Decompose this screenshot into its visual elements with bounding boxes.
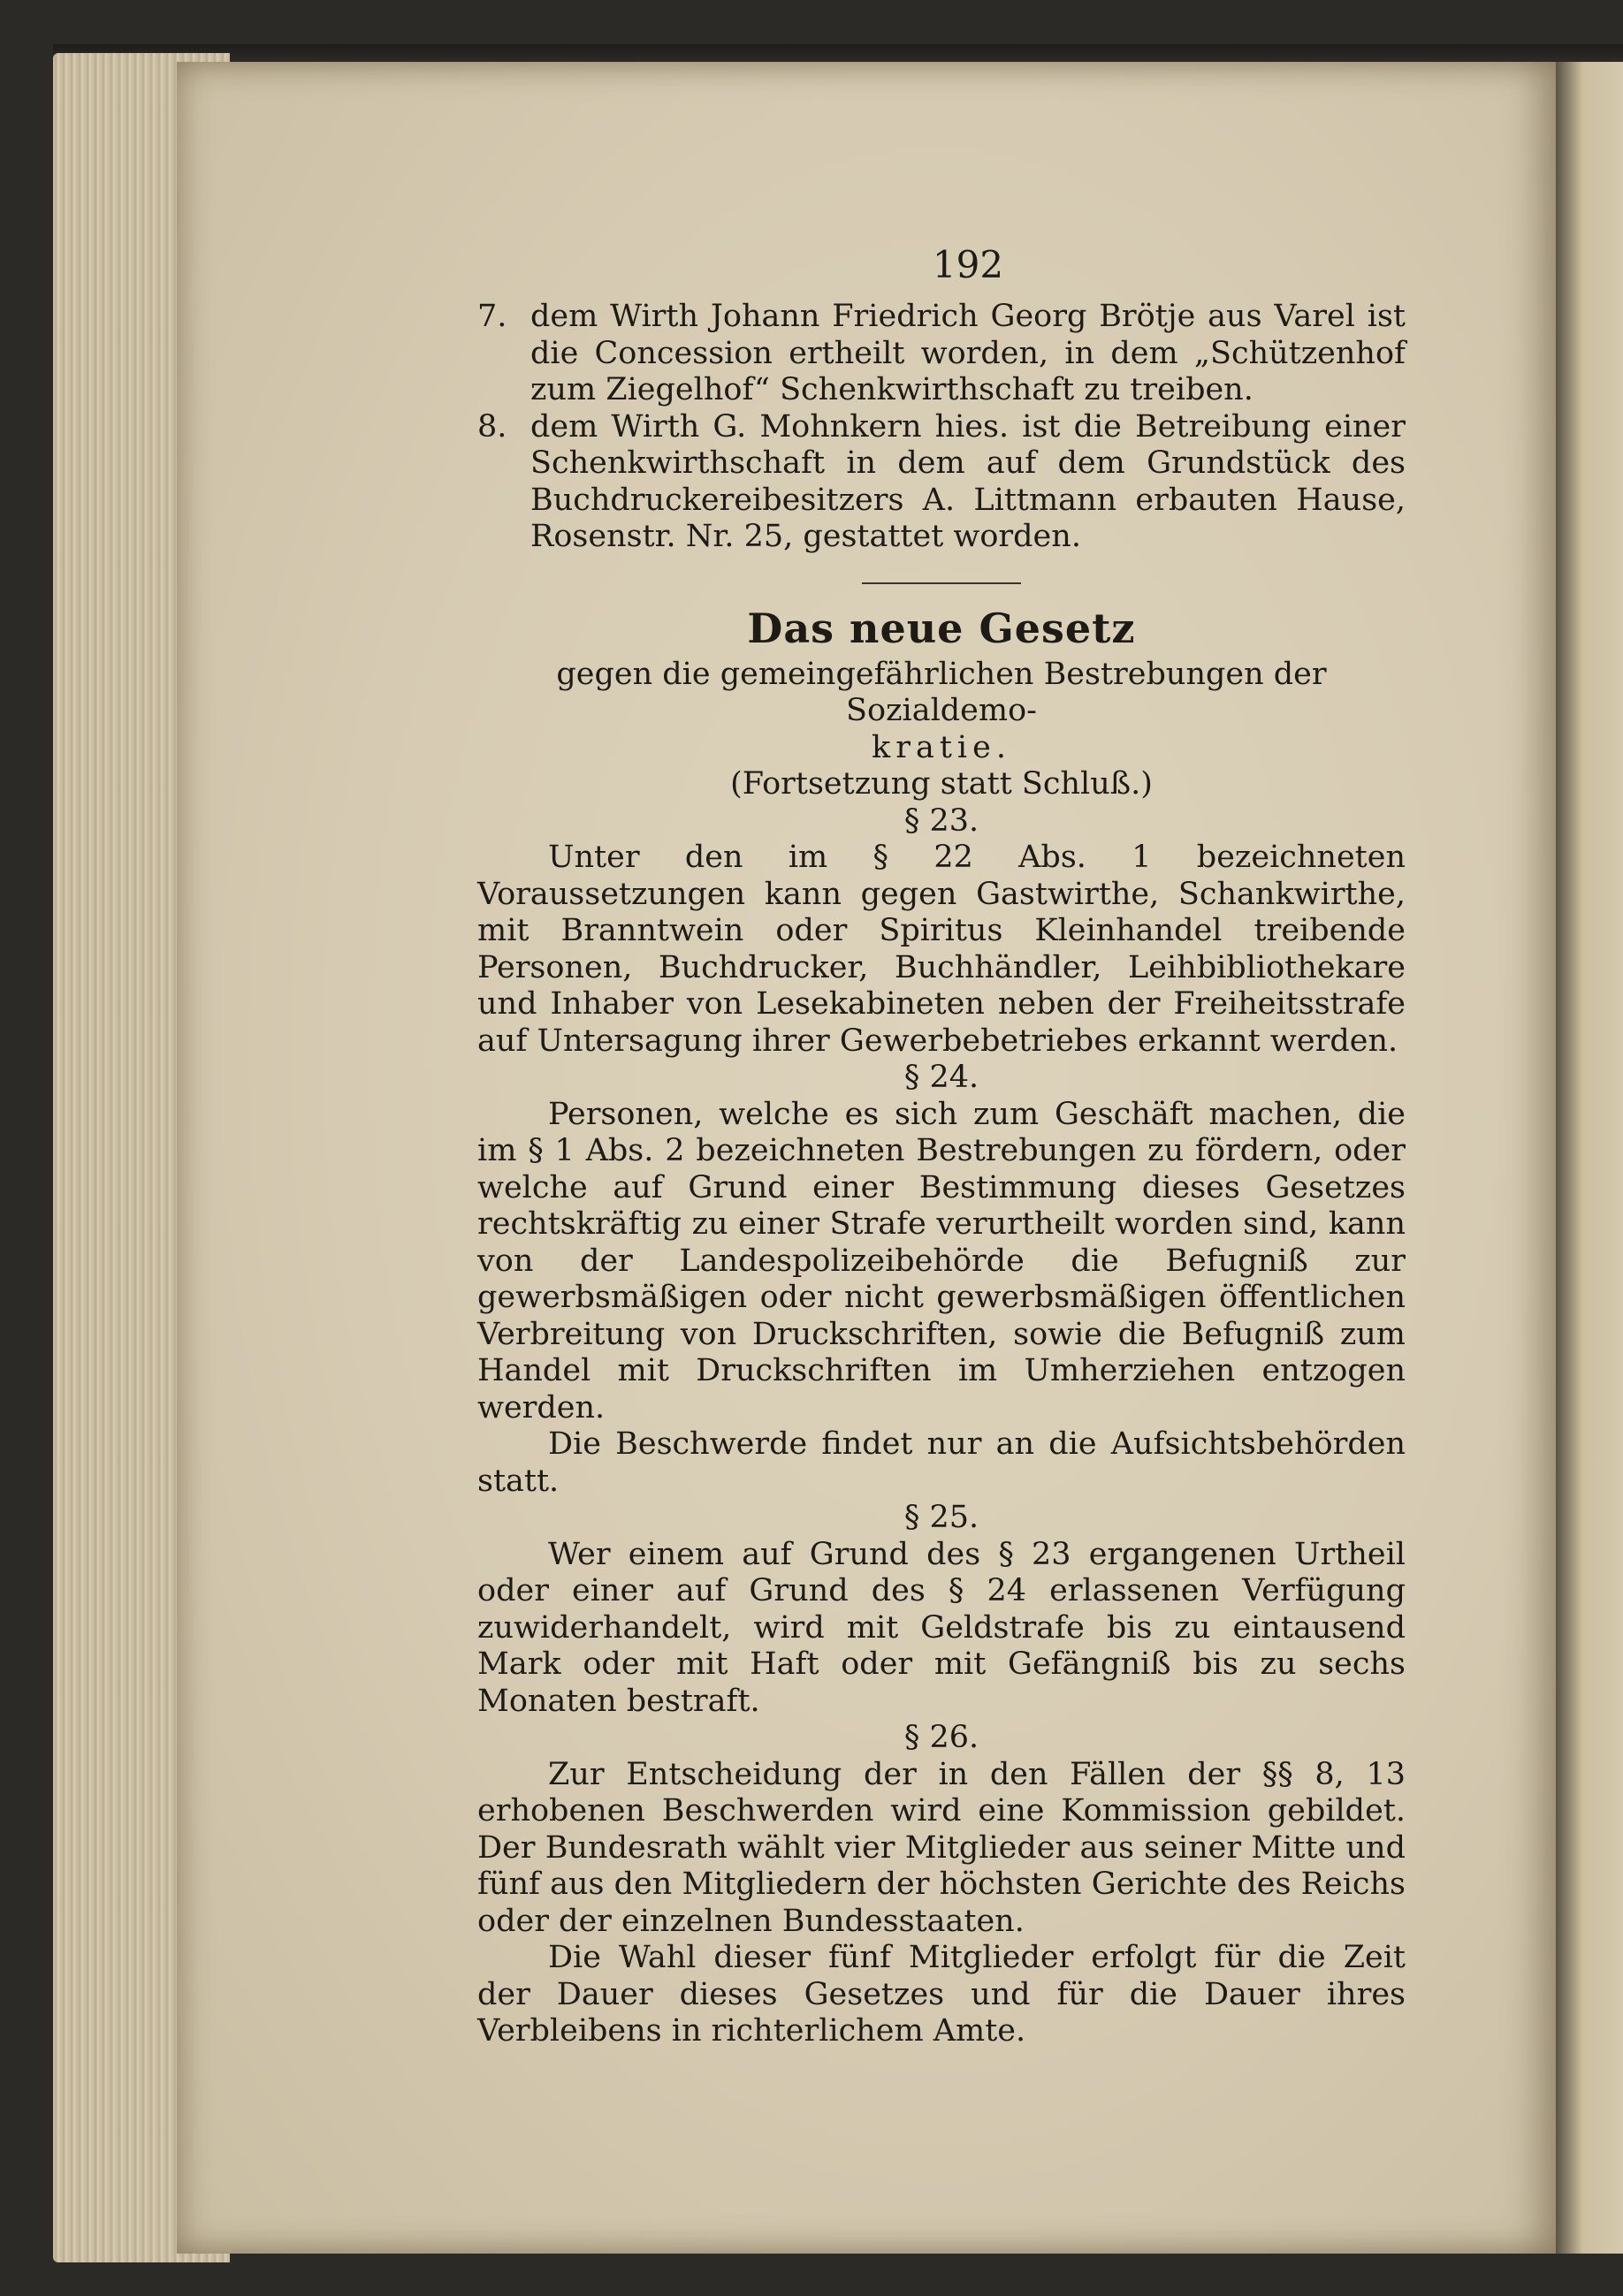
section-heading: § 23. <box>903 802 979 839</box>
list-item-number: 8. <box>477 408 507 445</box>
section-heading: § 25. <box>903 1500 979 1535</box>
section-paragraph: Die Beschwerde findet nur an die Aufsichtsbehörden statt. <box>477 1426 1406 1499</box>
article-subtitle-line-2: kratie. <box>872 729 1011 765</box>
article-subtitle-line-1: gegen die gemeingefährlichen Bestrebungen der Sozialdemo- <box>556 656 1327 728</box>
section-paragraph: Wer einem auf Grund des § 23 ergangenen Urtheil oder einer auf Grund des § 24 erlassenen Verfügung zuwiderhandelt, wird mit Geldstrafe bis zu eintausend Mark oder mit Haft oder mit Gefängniß bis zu sechs Monaten bestraft. <box>477 1536 1406 1719</box>
facing-page-edge <box>1556 62 1623 2254</box>
page-text <box>477 239 1406 2050</box>
list-item <box>477 409 1406 556</box>
section-paragraph: Personen, welche es sich zum Geschäft machen, die im § 1 Abs. 2 bezeichneten Bestrebungen zu fördern, oder welche auf Grund einer Bestimmung dieses Gesetzes rechtskräftig zu einer Strafe verurtheilt worden sind, kann von der Landespolizeibehörde die Befugniß zur gewerbsmäßigen oder nicht gewerbsmäßigen öffentlichen Verbreitung von Druckschriften, sowie die Befugniß zum Handel mit Druckschriften im Umherziehen entzogen werden. <box>477 1096 1406 1425</box>
list-item-number: 7. <box>477 299 507 334</box>
list-item <box>477 299 1406 409</box>
section-paragraph: Unter den im § 22 Abs. 1 bezeichneten Voraussetzungen kann gegen Gastwirthe, Schankwirthe, mit Branntwein oder Spiritus Kleinhandel treibende Personen, Buchdrucker, Buchhändler, Leihbibliothekare und Inhaber von Lesekabineten neben der Freiheitsstrafe auf Untersagung ihrer Gewerbebetriebes erkannt werden. <box>477 840 1406 1059</box>
section-paragraph: Die Wahl dieser fünf Mitglieder erfolgt für die Zeit der Dauer dieses Gesetzes und für die Dauer ihres Verbleibens in richterlichem Amte. <box>477 1940 1406 2049</box>
section-heading: § 26. <box>903 1720 979 1755</box>
list-item-text: dem Wirth G. Mohnkern hies. ist die Betreibung einer Schenkwirthschaft in dem auf dem Grundstück des Buchdruckereibesitzers A. Littmann erbauten Hause, Rosenstr. Nr. 25, gestattet worden. <box>530 408 1406 554</box>
continuation-note: (Fortsetzung statt Schluß.) <box>730 766 1153 802</box>
section-heading: § 24. <box>903 1060 979 1095</box>
list-item-text: dem Wirth Johann Friedrich Georg Brötje aus Varel ist die Concession ertheilt worden, in dem „Schützenhof zum Ziegelhof“ Schenkwirthschaft zu treiben. <box>530 299 1406 407</box>
section-paragraph: Zur Entscheidung der in den Fällen der §§ 8, 13 erhobenen Beschwerden wird eine Kommission gebildet. Der Bundesrath wählt vier Mitglieder aus seiner Mitte und fünf aus den Mitgliedern der höchsten Gerichte des Reichs oder der einzelnen Bundesstaaten. <box>477 1756 1406 1939</box>
page-number: 192 <box>932 243 1004 286</box>
divider <box>862 582 1021 584</box>
article-title: Das neue Gesetz <box>747 604 1136 652</box>
